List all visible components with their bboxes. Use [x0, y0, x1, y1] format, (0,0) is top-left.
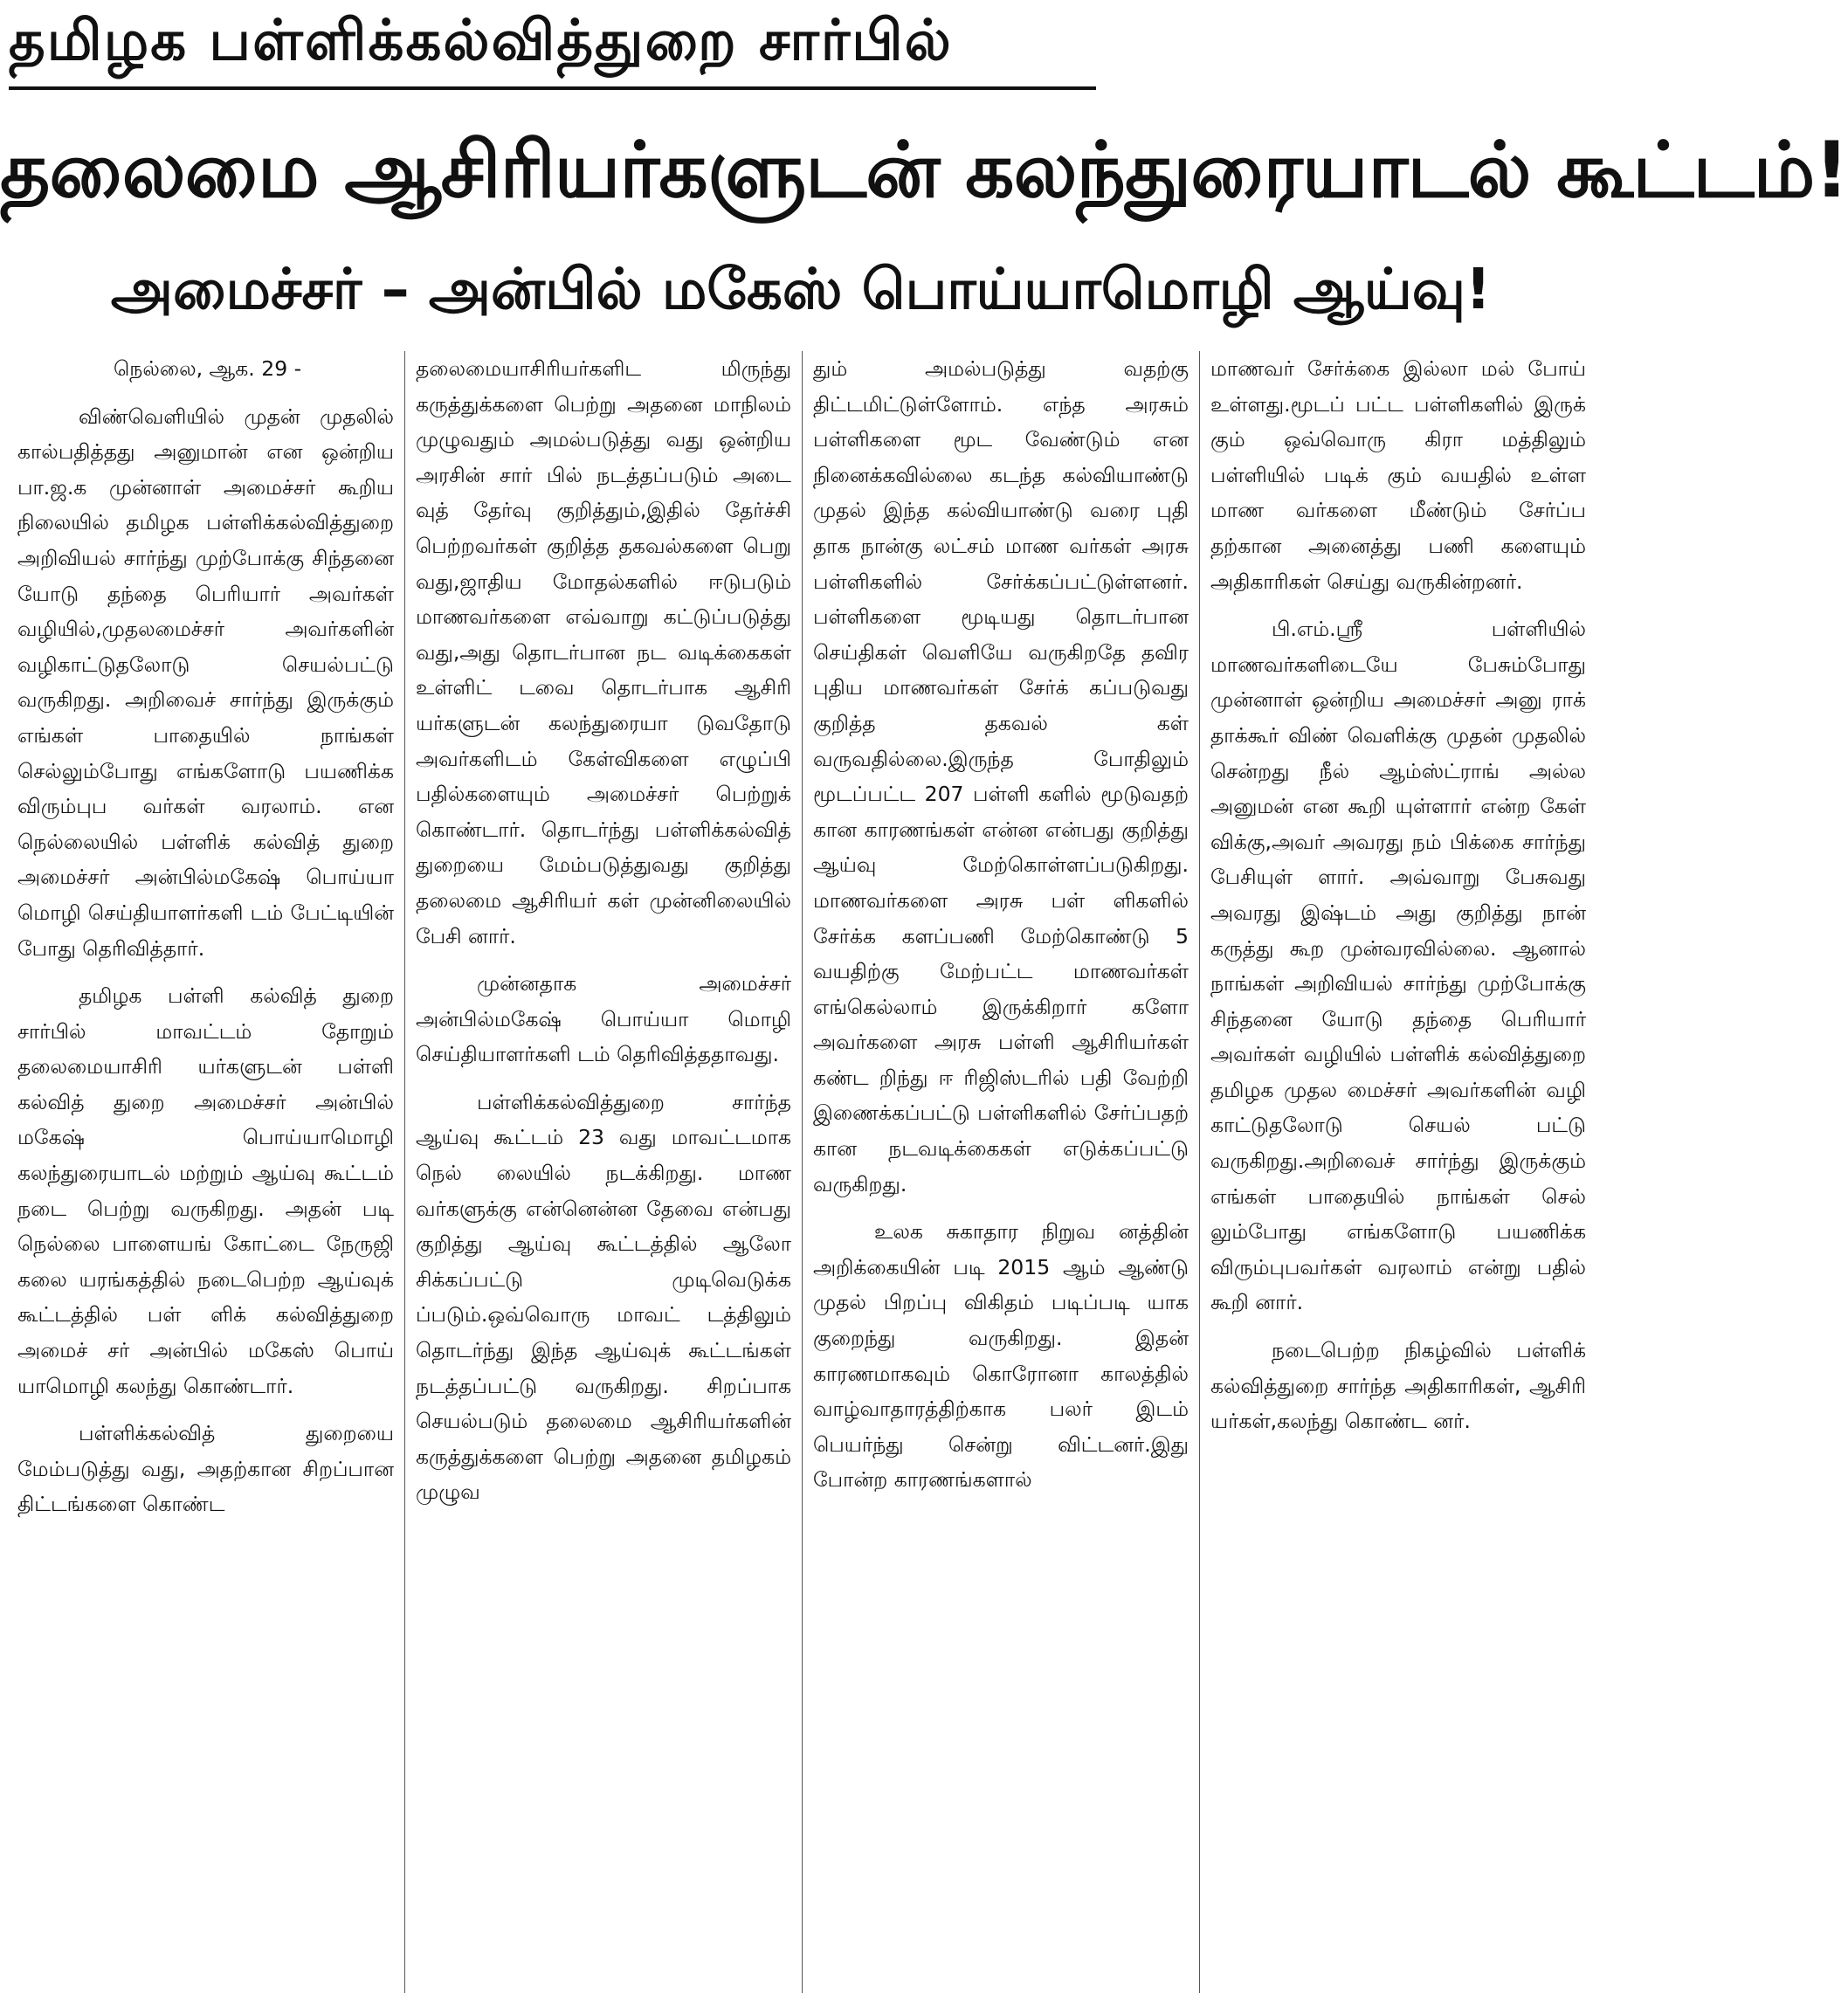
paragraph: தமிழக பள்ளி கல்வித் துறை சார்பில் மாவட்டம் தோறும் தலைமையாசிரி யர்களுடன் பள்ளி கல்வித் துறை அமைச்சர் அன்பில் மகேஷ் பொய்யாமொழி கலந்துரையாடல் மற்றும் ஆய்வு கூட்டம் நடை பெற்று வருகிறது. அதன் படி நெல்லை பாளையங் கோட்டை நேருஜி கலை யரங்கத்தில் நடைபெற்ற ஆய்வுக் கூட்டத்தில் பள் ளிக் கல்வித்துறை அமைச் சர் அன்பில் மகேஸ் பொய் யாமொழி கலந்து கொண்டார்.	[17, 983, 394, 1398]
column-2	[404, 351, 802, 1993]
paragraph: விண்வெளியில் முதன் முதலில் கால்பதித்தது அனுமான் என ஒன்றிய பா.ஜ.க முன்னாள் அமைச்சர் கூறிய நிலையில் தமிழக பள்ளிக்கல்வித்துறை அறிவியல் சார்ந்து முற்போக்கு சிந்தனை யோடு தந்தை பெரியார் அவர்கள் வழியில்,முதலமைச்சர் அவர்களின் வழிகாட்டுதலோடு செயல்பட்டு வருகிறது. அறிவைச் சார்ந்து இருக்கும் எங்கள் பாதையில் நாங்கள் செல்லும்போது எங்களோடு பயணிக்க விரும்புப வர்கள் வரலாம். என நெல்லையில் பள்ளிக் கல்வித் துறை அமைச்சர் அன்பில்மகேஷ் பொய்யா மொழி செய்தியாளர்களி டம் பேட்டியின் போது தெரிவித்தார்.	[17, 403, 394, 961]
column-3	[802, 351, 1199, 1993]
paragraph: நடைபெற்ற நிகழ்வில் பள்ளிக் கல்வித்துறை சார்ந்த அதிகாரிகள், ஆசிரி யர்கள்,கலந்து கொண்ட னர்.	[1210, 1338, 1586, 1434]
paragraph: தும் அமல்படுத்து வதற்கு திட்டமிட்டுள்ளோம். எந்த அரசும் பள்ளிகளை மூட வேண்டும் என நினைக்கவில்லை கடந்த கல்வியாண்டு முதல் இந்த கல்வியாண்டு வரை புதி தாக நான்கு லட்சம் மாண வர்கள் அரசு பள்ளிகளில் சேர்க்கப்பட்டுள்ளனர். பள்ளிகளை மூடியது தொடர்பான செய்திகள் வெளியே வருகிறதே தவிர புதிய மாணவர்கள் சேர்க் கப்படுவது குறித்த தகவல் கள் வருவதில்லை.இருந்த போதிலும் மூடப்பட்ட 207 பள்ளி களில் மூடுவதற் கான காரணங்கள் என்ன என்பது குறித்து ஆய்வு மேற்கொள்ளப்படுகிறது. மாணவர்களை அரசு பள் ளிகளில் சேர்க்க களப்பணி மேற்கொண்டு 5 வயதிற்கு மேற்பட்ட மாணவர்கள் எங்கெல்லாம் இருக்கிறார் களோ அவர்களை அரசு பள்ளி ஆசிரியர்கள் கண்ட றிந்து ஈ ரிஜிஸ்டரில் பதி வேற்றி இணைக்கப்பட்டு பள்ளிகளில் சேர்ப்பதற் கான நடவடிக்கைகள் எடுக்கப்பட்டு வருகிறது.	[813, 356, 1189, 1197]
paragraph: மாணவர் சேர்க்கை இல்லா மல் போய் உள்ளது.மூடப் பட்ட பள்ளிகளில் இருக் கும் ஒவ்வொரு கிரா மத்திலும் பள்ளியில் படிக் கும் வயதில் உள்ள மாண வர்களை மீண்டும் சேர்ப்ப தற்கான அனைத்து பணி களையும் அதிகாரிகள் செய்து வருகின்றனர்.	[1210, 356, 1586, 594]
article-body	[7, 351, 1596, 1993]
subheadline: அமைச்சர் – அன்பில் மகேஸ் பொய்யாமொழி ஆய்வு!	[110, 258, 1492, 322]
kicker-heading: தமிழக பள்ளிக்கல்வித்துறை சார்பில்	[9, 9, 953, 73]
dateline: நெல்லை, ஆக. 29 -	[114, 356, 302, 381]
paragraph: முன்னதாக அமைச்சர் அன்பில்மகேஷ் பொய்யா மொழி செய்தியாளர்களி டம் தெரிவித்ததாவது.	[416, 971, 791, 1067]
column-4	[1199, 351, 1596, 1993]
paragraph: பி.எம்.ஸ்ரீ பள்ளியில் மாணவர்களிடையே பேசும்போது முன்னாள் ஒன்றிய அமைச்சர் அனு ராக் தாக்கூர் விண் வெளிக்கு முதன் முதலில் சென்றது நீல் ஆம்ஸ்ட்ராங் அல்ல அனுமன் என கூறி யுள்ளார் என்ற கேள் விக்கு,அவர் அவரது நம் பிக்கை சார்ந்து பேசியுள் ளார். அவ்வாறு பேசுவது அவரது இஷ்டம் அது குறித்து நான் கருத்து கூற முன்வரவில்லை. ஆனால் நாங்கள் அறிவியல் சார்ந்து முற்போக்கு சிந்தனை யோடு தந்தை பெரியார் அவர்கள் வழியில் பள்ளிக் கல்வித்துறை தமிழக முதல மைச்சர் அவர்களின் வழி காட்டுதலோடு செயல் பட்டு வருகிறது.அறிவைச் சார்ந்து இருக்கும் எங்கள் பாதையில் நாங்கள் செல் லும்போது எங்களோடு பயணிக்க விரும்புபவர்கள் வரலாம் என்று பதில் கூறி னார்.	[1210, 617, 1586, 1315]
paragraph: தலைமையாசிரியர்களிட மிருந்து கருத்துக்களை பெற்று அதனை மாநிலம் முழுவதும் அமல்படுத்து வது ஒன்றிய அரசின் சார் பில் நடத்தப்படும் அடை வுத் தேர்வு குறித்தும்,இதில் தேர்ச்சி பெற்றவர்கள் குறித்த தகவல்களை பெறு வது,ஜாதிய மோதல்களில் ஈடுபடும் மாணவர்களை எவ்வாறு கட்டுப்படுத்து வது,அது தொடர்பான நட வடிக்கைகள் உள்ளிட் டவை தொடர்பாக ஆசிரி யர்களுடன் கலந்துரையா டுவதோடு அவர்களிடம் கேள்விகளை எழுப்பி பதில்களையும் அமைச்சர் பெற்றுக் கொண்டார். தொடர்ந்து பள்ளிக்கல்வித் துறையை மேம்படுத்துவது குறித்து தலைமை ஆசிரியர் கள் முன்னிலையில் பேசி னார்.	[416, 356, 791, 948]
column-1	[7, 351, 404, 1993]
headline: தலைமை ஆசிரியர்களுடன் கலந்துரையாடல் கூட்டம்!	[0, 125, 1848, 215]
paragraph: பள்ளிக்கல்வித் துறையை மேம்படுத்து வது, அதற்கான சிறப்பான திட்டங்களை கொண்ட	[17, 1421, 394, 1517]
kicker-underline	[9, 86, 1096, 90]
paragraph: உலக சுகாதார நிறுவ னத்தின் அறிக்கையின் படி 2015 ஆம் ஆண்டு முதல் பிறப்பு விகிதம் படிப்படி யாக குறைந்து வருகிறது. இதன் காரணமாகவும் கொரோனா காலத்தில் வாழ்வாதாரத்திற்காக பலர் இடம் பெயர்ந்து சென்று விட்டனர்.இது போன்ற காரணங்களால்	[813, 1219, 1189, 1493]
paragraph: பள்ளிக்கல்வித்துறை சார்ந்த ஆய்வு கூட்டம் 23 வது மாவட்டமாக நெல் லையில் நடக்கிறது. மாண வர்களுக்கு என்னென்ன தேவை என்பது குறித்து ஆய்வு கூட்டத்தில் ஆலோ சிக்கப்பட்டு முடிவெடுக்க ப்படும்.ஒவ்வொரு மாவட் டத்திலும் தொடர்ந்து இந்த ஆய்வுக் கூட்டங்கள் நடத்தப்பட்டு வருகிறது. சிறப்பாக செயல்படும் தலைமை ஆசிரியர்களின் கருத்துக்களை பெற்று அதனை தமிழகம் முழுவ	[416, 1089, 791, 1505]
